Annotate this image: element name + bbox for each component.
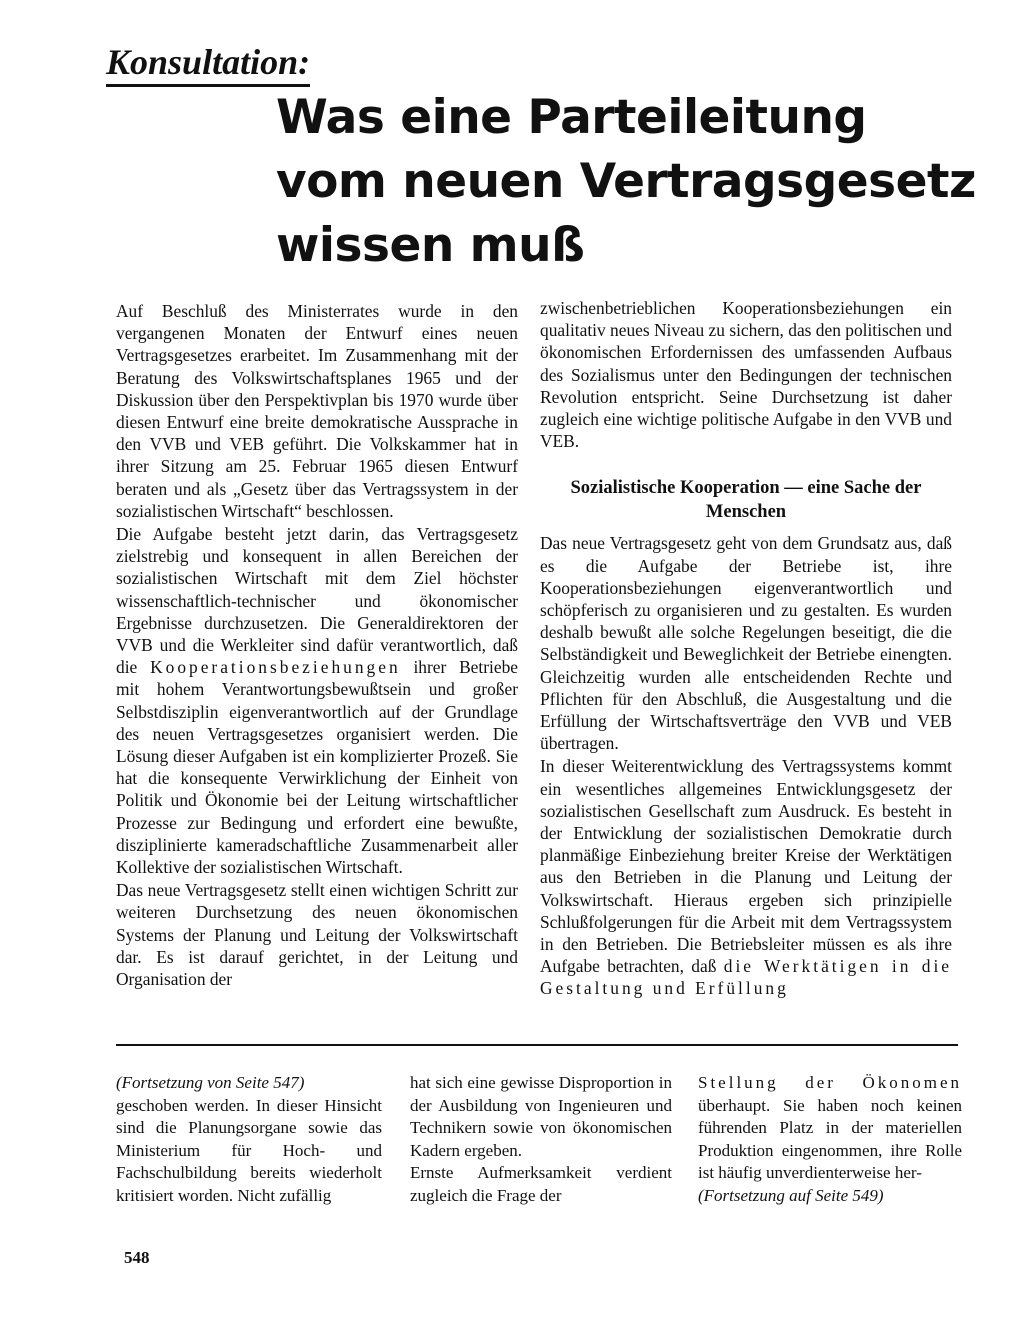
left-paragraph-1: Auf Beschluß des Ministerrates wurde in den vergangenen Monaten der Entwurf eines neuen Vertragsgesetzes erarbeitet. Im Zusammenhang mit der Beratung des Volkswirtschaftsplanes 1965 und der Diskussion über den Perspektivplan bis 1970 wurde über diesen Entwurf eine breite demokratische Aussprache in den VVB und VEB geführt. Die Volkskammer hat in ihrer Sitzung am 25. Februar 1965 diesen Entwurf beraten und als „Gesetz über das Vertragssystem in der sozialistischen Wirtschaft“ beschlossen. [116, 301, 518, 521]
left-paragraph-2-emphasis: Kooperationsbeziehungen [150, 657, 401, 678]
bottom-column-2-paragraph-2: Ernste Aufmerksamkeit verdient zugleich die Frage der [410, 1163, 672, 1205]
left-column [116, 300, 518, 990]
page-number: 548 [124, 1248, 150, 1267]
headline-line-3: wissen muß [276, 218, 585, 273]
right-paragraph-3-start: In dieser Weiterentwicklung des Vertragssystems kommt ein wesentliches allgemeines Entwicklungsgesetz der sozialistischen Gesellschaft zum Ausdruck. Es besteht in der Entwicklung der sozialistischen Demokratie durch planmäßige Einbeziehung breiter Kreise der Werktätigen aus den Betrieben in die Planung und Leitung der Volkswirtschaft. Hieraus ergeben sich prinzipielle Schlußfolgerungen für die Arbeit mit dem Vertragssystem in den Betrieben. Die Betriebsleiter müssen es als ihre Aufgabe betrachten, daß [540, 756, 952, 977]
article-headline [276, 86, 976, 278]
bottom-column-2 [410, 1072, 672, 1207]
bottom-column-3 [698, 1072, 962, 1207]
left-paragraph-3: Das neue Vertragsgesetz stellt einen wichtigen Schritt zur weiteren Durchsetzung des neuen ökonomischen Systems der Planung und Leitung der Volkswirtschaft dar. Es ist darauf gerichtet, in der Leitung und Organisation der [116, 880, 518, 990]
bottom-column-1 [116, 1072, 382, 1207]
bottom-column-3-emphasis: Stellung der Ökonomen [698, 1073, 962, 1092]
continued-on-note: (Fortsetzung auf Seite 549) [698, 1185, 884, 1205]
kicker-label: Konsultation: [106, 42, 310, 87]
continued-from-note: (Fortsetzung von Seite 547) [116, 1073, 305, 1092]
bottom-column-1-text: geschoben werden. In dieser Hinsicht sind die Planungsorgane sowie das Ministerium für Hoch- und Fachschulbildung bereits wiederholt kritisiert worden. Nicht zufällig [116, 1095, 382, 1205]
headline-line-1: Was eine Parteileitung [276, 90, 867, 145]
bottom-column-3-text [698, 1072, 962, 1185]
right-paragraph-3-emphasis: die Werktätigen in die Gestaltung und Erfüllung [540, 956, 952, 999]
right-paragraph-1: zwischenbetrieblichen Kooperationsbeziehungen ein qualitativ neues Niveau zu sichern, das den politischen und ökonomischen Erfordernissen des umfassenden Aufbaus des Sozialismus unter den Bedingungen der technischen Revolution entspricht. Seine Durchsetzung ist daher zugleich eine wichtige politische Aufgabe in den VVB und VEB. [540, 298, 952, 452]
bottom-column-3-rest: überhaupt. Sie haben noch keinen führenden Platz in der materiellen Produktion eingenommen, ihre Rolle ist häufig unverdienterweise her- [698, 1095, 962, 1182]
right-column [540, 297, 952, 1000]
right-paragraph-2: Das neue Vertragsgesetz geht von dem Grundsatz aus, daß es die Aufgabe der Betriebe ist, ihre Kooperationsbeziehungen eigenverantwortlich und schöpferisch zu organisieren und zu gestalten. Es wurden deshalb bewußt alle solche Regelungen beseitigt, die die Selbständigkeit und Beweglichkeit der Betriebe einengten. Gleichzeitig wurden alle entscheidenden Rechte und Pflichten für den Abschluß, die Ausgestaltung und die Erfüllung der Wirtschaftsverträge den VVB und VEB übertragen. [540, 533, 952, 754]
bottom-column-2-paragraph-1: hat sich eine gewisse Disproportion in der Ausbildung von Ingenieuren und Technikern sowie von ökonomischen Kadern ergeben. [410, 1073, 672, 1160]
left-paragraph-2 [116, 523, 518, 878]
section-divider [116, 1044, 958, 1046]
right-paragraph-3 [540, 755, 952, 999]
left-paragraph-2-start: Die Aufgabe besteht jetzt darin, das Vertragsgesetz zielstrebig und konsequent in allen Bereichen der sozialistischen Wirtschaft mit dem Ziel höchster wissenschaftlich-technischer und ökonomischer Ergebnisse durchzusetzen. Die Generaldirektoren der VVB und die Werkleiter sind dafür verantwortlich, daß die [116, 524, 518, 678]
section-subheading: Sozialistische Kooperation — eine Sache der Menschen [570, 478, 922, 523]
headline-line-2: vom neuen Vertragsgesetz [276, 154, 976, 209]
left-paragraph-2-end: ihrer Betriebe mit hohem Verantwortungsbewußtsein und großer Selbstdisziplin eigenverantwortlich auf der Grundlage des neuen Vertragsgesetzes organisiert werden. Die Lösung dieser Aufgaben ist ein komplizierter Prozeß. Sie hat die konsequente Verwirklichung der Einheit von Politik und Ökonomie bei der Leitung wirtschaftlicher Prozesse zur Bedingung und erfordert eine bewußte, disziplinierte kameradschaftliche Zusammenarbeit aller Kollektive der sozialistischen Wirtschaft. [116, 657, 518, 878]
